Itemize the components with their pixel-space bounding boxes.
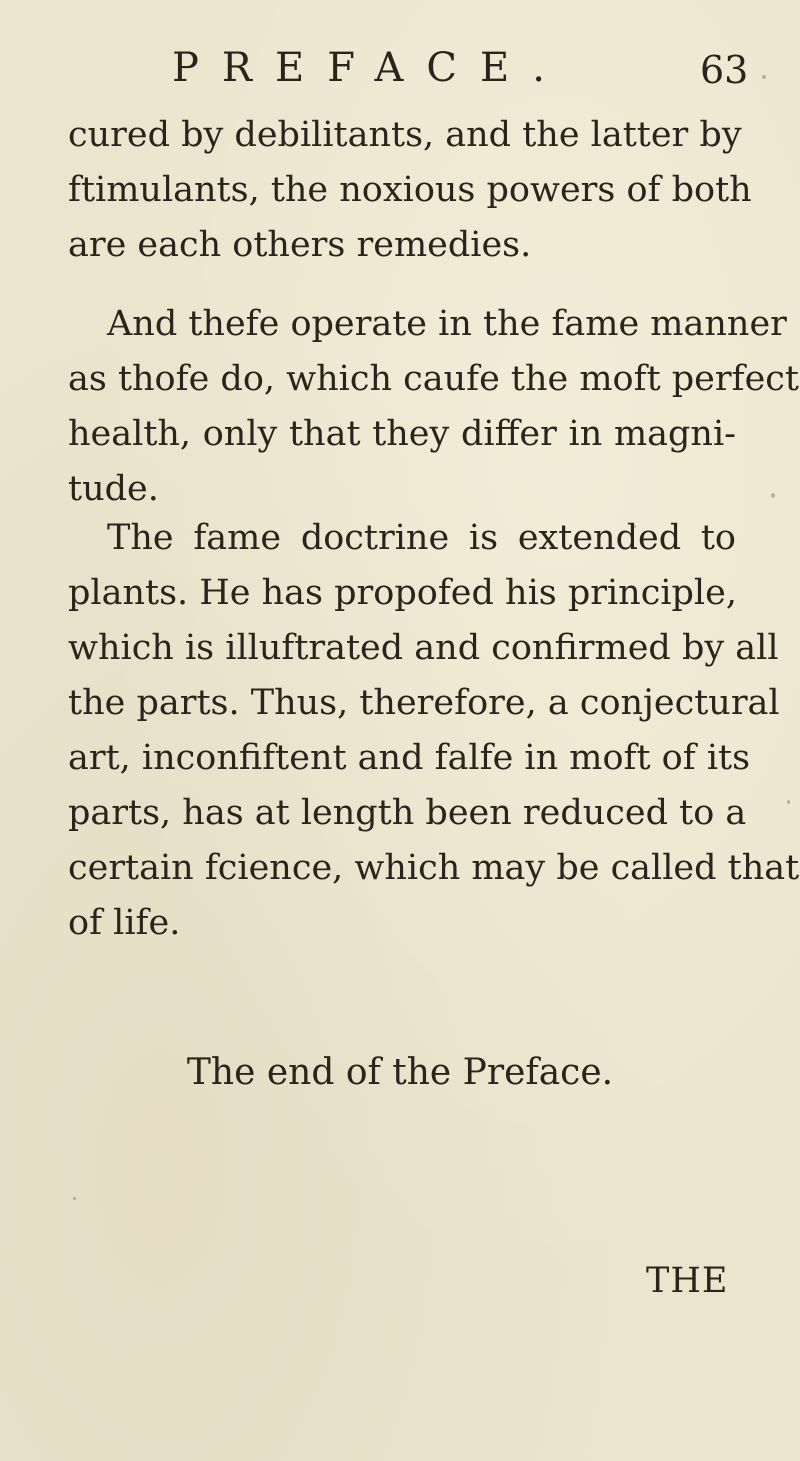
text-line: parts, has at length been reduced to a [68, 793, 747, 833]
paper-speck [433, 862, 436, 866]
paper-speck [633, 525, 636, 528]
running-title: PREFACE. [172, 45, 568, 91]
paragraph-2 [68, 297, 799, 517]
text-line: the parts. Thus, therefore, a conjectural [68, 683, 780, 723]
text-line: tude. [68, 469, 159, 509]
text-line: of life. [68, 903, 181, 943]
text-line: The fame doctrine is extended to [107, 518, 736, 558]
paragraph-3 [68, 511, 800, 951]
text-line: health, only that they differ in magni- [68, 414, 736, 454]
text-line: art, inconfiftent and falfe in moft of its [68, 738, 751, 778]
paper-speck [762, 75, 766, 79]
catchword: THE [646, 1261, 729, 1301]
text-line: as thofe do, which caufe the moft perfect [68, 359, 799, 399]
paper-speck [771, 493, 775, 498]
text-line: which is illuftrated and confirmed by all [68, 628, 779, 668]
paper-speck [73, 1197, 76, 1200]
paper-speck [787, 800, 790, 804]
page-number: 63 [700, 48, 749, 92]
text-line: plants. He has propofed his principle, [68, 573, 737, 613]
text-line: ftimulants, the noxious powers of both [68, 170, 752, 210]
text-line: cured by debilitants, and the latter by [68, 115, 742, 155]
closing-line: The end of the Preface. [186, 1052, 614, 1093]
running-head [0, 38, 800, 98]
text-line: certain fcience, which may be called that [68, 848, 800, 888]
text-line: And thefe operate in the fame manner [107, 304, 787, 344]
paragraph-1 [68, 108, 752, 273]
text-line: are each others remedies. [68, 225, 532, 265]
